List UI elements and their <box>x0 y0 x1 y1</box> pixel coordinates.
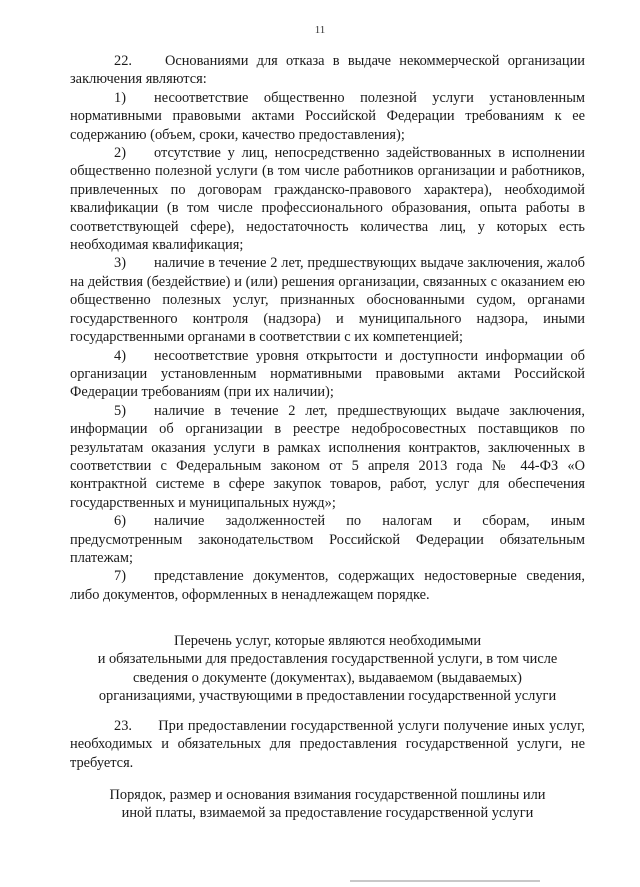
scan-artifact-line <box>350 880 540 882</box>
list-item: 7) представление документов, содержащих недостоверные сведения, либо документов, оформленных в ненадлежащем порядке. <box>70 568 585 603</box>
list-item: 3) наличие в течение 2 лет, предшествующих выдаче заключения, жалоб на действия (бездействие) и (или) решения организации, связанных с оказанием ею общественно полезных услуг, признанных обоснованными судом, органами государственного контроля (надзора) и муниципального надзора, иными государственными органами в соответствии с их компетенцией; <box>70 255 585 346</box>
list-item: 4) несоответствие уровня открытости и доступности информации об организации установленным нормативными правовыми актами Российской Федерации требованиям (при их наличии); <box>70 347 585 401</box>
paragraph-22 <box>70 52 585 604</box>
paragraph-22-intro: 22. Основаниями для отказа в выдаче некоммерческой организации заключения являются: <box>70 53 585 88</box>
page-number: 11 <box>314 24 326 36</box>
list-item: 5) наличие в течение 2 лет, предшествующих выдаче заключения, информации об организации в реестре недобросовестных поставщиков по результатам оказания услуги в рамках исполнения контрактов, заключенных в соответствии с Федеральным законом от 5 апреля 2013 года № 44-ФЗ «О контрактной системе в сфере закупок товаров, работ, услуг для обеспечения государственных и муниципальных нужд»; <box>70 402 585 511</box>
paragraph-22-number: 22. <box>114 53 132 69</box>
paragraph-23: 23. При предоставлении государственной услуги получение иных услуг, необходимых и обязательных для предоставления государственной услуги, не требуется. <box>70 718 585 771</box>
section-heading-fees: Порядок, размер и основания взимания государственной пошлины или иной платы, взимаемой за предоставление государственной услуги <box>109 787 546 822</box>
list-item: 2) отсутствие у лиц, непосредственно задействованных в исполнении общественно полезной услуги (в том числе работников организации и работников, привлеченных по договорам гражданско-правового характера), необходимой квалификации (в том числе профессионального образования, опыта работы в соответствующей сфере), недостаточность количества лиц, у которых есть необходимая квалификация; <box>70 145 585 254</box>
paragraph-23-number: 23. <box>114 718 132 734</box>
section-heading-services: Перечень услуг, которые являются необходимыми и обязательными для предоставления государственной услуги, в том числе сведения о документе (документах), выдаваемом (выдаваемых) организациями, участвующими в предоставлении государственной услуги <box>97 633 558 705</box>
list-item: 1) несоответствие общественно полезной услуги установленным нормативными правовыми актами Российской Федерации требованиям к ее содержанию (объем, сроки, качество предоставления); <box>70 89 585 143</box>
list-item: 6) наличие задолженностей по налогам и сборам, иным предусмотренным законодательством Российской Федерации обязательным платежам; <box>70 513 585 566</box>
